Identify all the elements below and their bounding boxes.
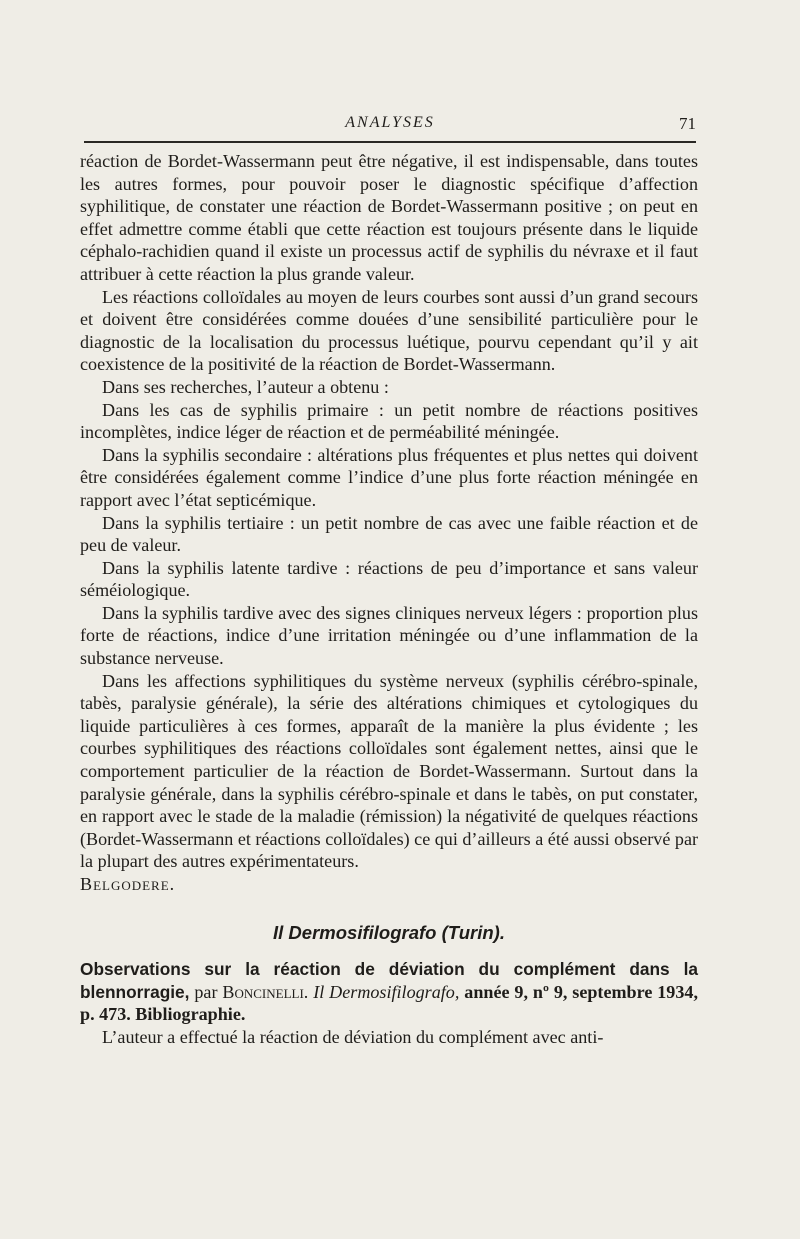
article-author: Boncinelli.	[222, 981, 309, 1002]
page-header	[80, 110, 700, 138]
paragraph: Les réactions colloïdales au moyen de leurs courbes sont aussi d’un grand secours et doivent être considérées comme douées d’une sensibilité particulière pour le diagnostic de la localisation du processus luétique, pourvu cependant qu’il y ait coexistence de la positivité de la réaction de Bordet-Wassermann.	[80, 286, 698, 375]
author-signature: Belgodere.	[80, 874, 176, 894]
article-by: par	[194, 981, 218, 1002]
paragraph: Dans les affections syphilitiques du système nerveux (syphilis cérébro-spinale, tabès, paralysie générale), la série des altérations chimiques et cytologiques du liquide particulières à ces formes, apparaît de la manière la plus évidente ; les courbes syphilitiques des réactions colloïdales sont également nettes, ainsi que le comportement particulier de la réaction de Bordet-Wassermann. Surtout dans la paralysie générale, dans la syphilis cérébro-spinale et dans le tabès, on put constater, en rapport avec le stade de la maladie (rémission) la négativité de quelques réactions (Bordet-Wassermann et réactions colloïdales) ce qui d’ailleurs a été aussi observé par la plupart des autres expérimentateurs.	[80, 670, 699, 872]
paragraph-continued: réaction de Bordet-Wassermann peut être négative, il est indispensable, dans toutes les autres formes, pour pouvoir poser le diagnostic spécifique d’affection syphilitique, de constater une réaction de Bordet-Wassermann positive ; on peut en effet admettre comme établi que cette réaction est toujours présente dans le liquide céphalo-rachidien quand il existe un processus actif de syphilis du névraxe et il faut attribuer à cette réaction la plus grande valeur.	[80, 151, 698, 284]
paragraph: Dans les cas de syphilis primaire : un petit nombre de réactions positives incomplètes, indice léger de réaction et de perméabilité méningée.	[80, 399, 698, 443]
paragraph: Dans ses recherches, l’auteur a obtenu :	[102, 376, 389, 397]
page-number: 71	[679, 114, 696, 133]
paragraph: Dans la syphilis tardive avec des signes cliniques nerveux légers : proportion plus forte de réactions, indice d’une irritation méningée ou d’une inflammation de la substance nerveuse.	[80, 602, 698, 669]
article-first-line: L’auteur a effectué la réaction de déviation du complément avec anti-	[102, 1026, 604, 1047]
body-text	[80, 150, 698, 1049]
paragraph: Dans la syphilis latente tardive : réactions de peu d’importance et sans valeur séméiologique.	[80, 557, 698, 601]
header-rule	[84, 141, 696, 143]
article-details: année 9, nº 9, septembre 1934, p. 473. Bibliographie.	[80, 981, 698, 1025]
section-title: Il Dermosifilografo (Turin).	[273, 921, 505, 943]
article-journal: Il Dermosifilografo,	[313, 981, 460, 1002]
running-head: ANALYSES	[345, 114, 435, 131]
paragraph: Dans la syphilis secondaire : altérations plus fréquentes et plus nettes qui doivent être considérées également comme l’indice d’une plus forte réaction méningée en rapport avec l’état septicémique.	[80, 444, 698, 510]
article-title: Observations sur la réaction de déviation du complément dans la blennorragie,	[80, 959, 698, 1002]
paragraph: Dans la syphilis tertiaire : un petit nombre de cas avec une faible réaction et de peu de valeur.	[80, 512, 698, 556]
article-heading	[80, 958, 698, 1026]
